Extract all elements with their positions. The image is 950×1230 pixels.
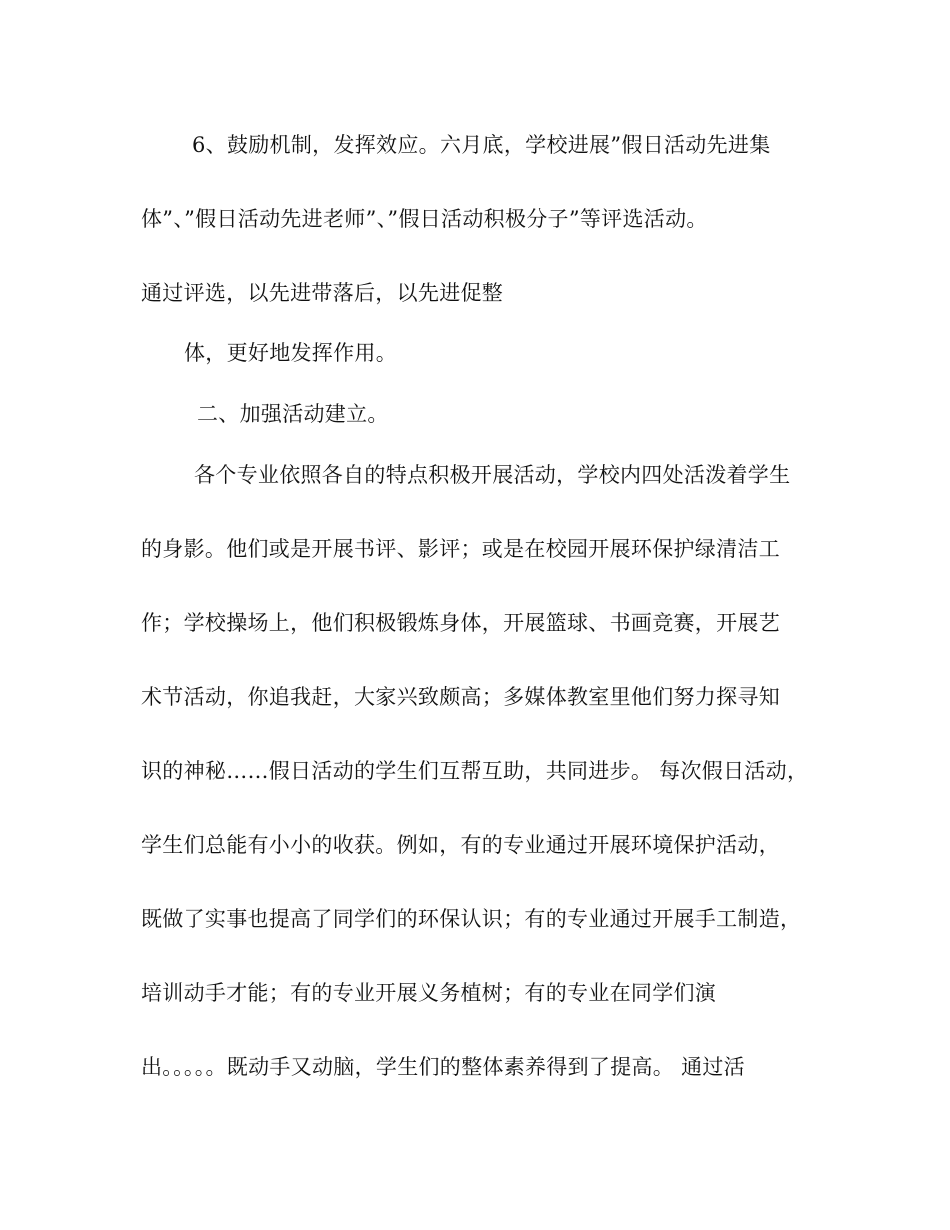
paragraph-line: 通过评选，以先进带落后，以先进促整 — [141, 281, 504, 305]
paragraph-line: 作；学校操场上，他们积极锻炼身体，开展篮球、书画竞赛，开展艺 — [141, 611, 780, 635]
paragraph-line: 术节活动，你追我赶，大家兴致颇高；多媒体教室里他们努力探寻知 — [141, 685, 780, 709]
paragraph-line: 既做了实事也提高了同学们的环保认识；有的专业通过开展手工制造， — [141, 907, 802, 931]
paragraph-line: 出。。。。。既动手又动脑，学生们的整体素养得到了提高。 通过活 — [141, 1055, 745, 1079]
paragraph-line: 的身影。他们或是开展书评、影评；或是在校园开展环保护绿清洁工 — [141, 537, 780, 561]
section-heading: 二、加强活动建立。 — [197, 402, 389, 426]
paragraph-line: 学生们总能有小小的收获。例如，有的专业通过开展环境保护活动， — [141, 833, 780, 857]
paragraph-line: 6、鼓励机制，发挥效应。六月底，学校进展”假日活动先进集 — [192, 133, 771, 157]
paragraph-line: 体”、”假日活动先进老师”、”假日活动积极分子”等评选活动。 — [141, 207, 708, 231]
paragraph-line: 培训动手才能；有的专业开展义务植树；有的专业在同学们演 — [141, 981, 717, 1005]
paragraph-line: 识的神秘……假日活动的学生们互帮互助，共同进步。 每次假日活动， — [141, 759, 809, 783]
paragraph-line: 体，更好地发挥作用。 — [184, 341, 397, 365]
paragraph-line: 各个专业依照各自的特点积极开展活动，学校内四处活泼着学生 — [194, 463, 791, 487]
